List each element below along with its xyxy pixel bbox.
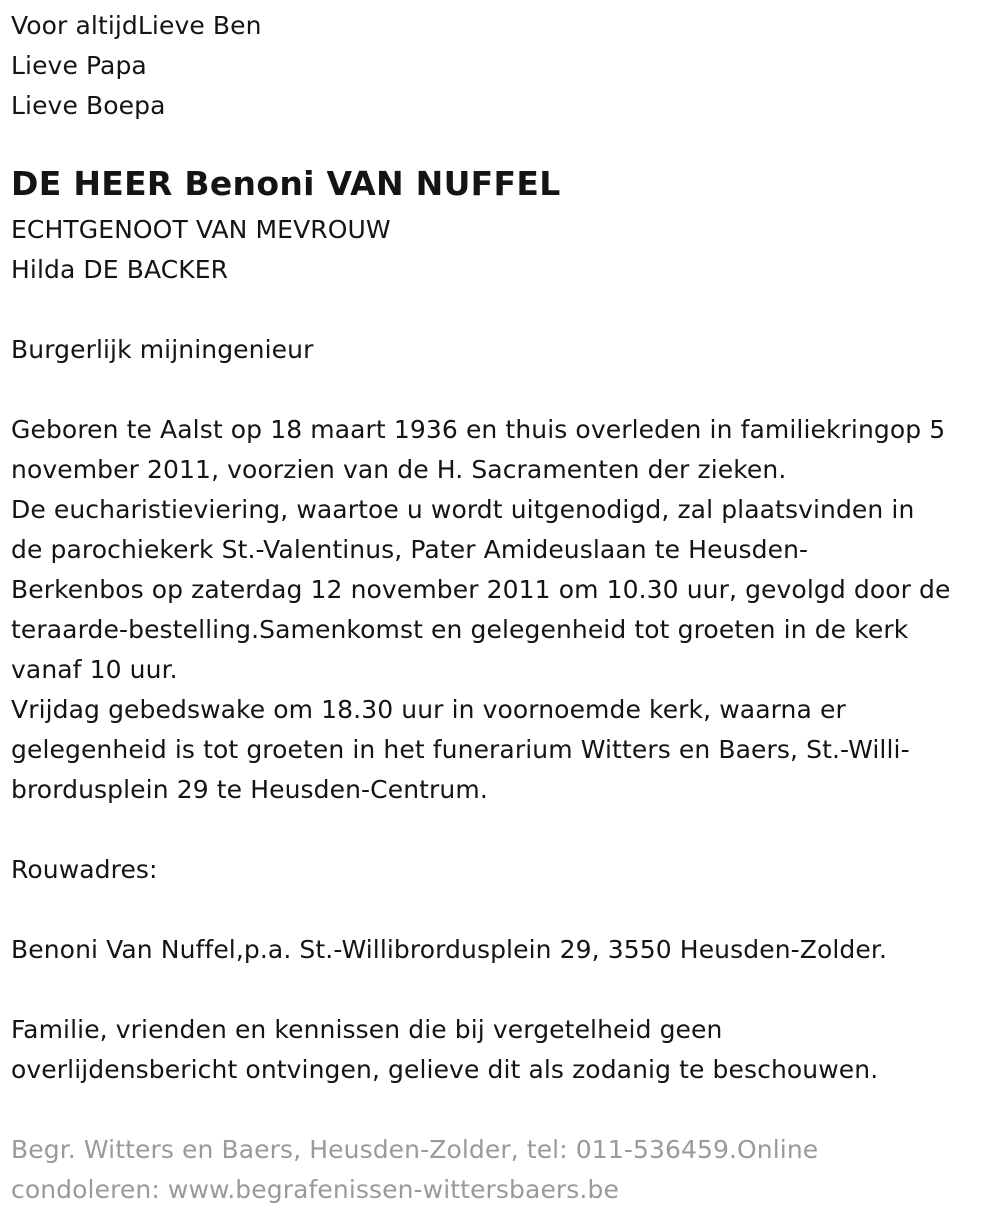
body-line: vanaf 10 uur. — [11, 655, 178, 684]
body-line: november 2011, voorzien van de H. Sacramenten der zieken. — [11, 455, 787, 484]
body-line: Geboren te Aalst op 18 maart 1936 en thuis overleden in familiekringop 5 — [11, 415, 946, 444]
spouse-line: ECHTGENOOT VAN MEVROUW — [11, 215, 391, 244]
spacer — [11, 970, 988, 1010]
opening-line: Lieve Boepa — [11, 91, 166, 120]
notice-line: overlijdensbericht ontvingen, gelieve dit als zodanig te beschouwen. — [11, 1055, 879, 1084]
notice-line: Familie, vrienden en kennissen die bij vergetelheid geen — [11, 1015, 723, 1044]
profession: Burgerlijk mijningenieur — [11, 335, 314, 364]
body-line: brordusplein 29 te Heusden-Centrum. — [11, 775, 488, 804]
spacer — [11, 1090, 988, 1130]
opening-lines — [11, 6, 988, 126]
spacer — [11, 810, 988, 850]
footer-line: condoleren: www.begrafenissen-wittersbaers.be — [11, 1175, 619, 1204]
funeral-details — [11, 410, 988, 810]
spacer — [11, 890, 988, 930]
body-line: De eucharistieviering, waartoe u wordt uitgenodigd, zal plaatsvinden in — [11, 495, 915, 524]
footer-line: Begr. Witters en Baers, Heusden-Zolder, tel: 011-536459.Online — [11, 1135, 819, 1164]
spacer — [11, 370, 988, 410]
spouse-name: Hilda DE BACKER — [11, 255, 229, 284]
body-line: gelegenheid is tot groeten in het funerarium Witters en Baers, St.-Willi- — [11, 735, 910, 764]
body-line: teraarde-bestelling.Samenkomst en gelegenheid tot groeten in de kerk — [11, 615, 909, 644]
spacer — [11, 126, 988, 160]
spacer — [11, 290, 988, 330]
deceased-name: DE HEER Benoni VAN NUFFEL — [11, 164, 561, 203]
mourning-address-label: Rouwadres: — [11, 855, 158, 884]
funeral-home-footer — [11, 1130, 988, 1210]
body-line: Berkenbos op zaterdag 12 november 2011 om 10.30 uur, gevolgd door de — [11, 575, 951, 604]
notice-text — [11, 1010, 988, 1090]
body-line: Vrijdag gebedswake om 18.30 uur in voornoemde kerk, waarna er — [11, 695, 846, 724]
opening-line: Lieve Papa — [11, 51, 147, 80]
opening-line: Voor altijdLieve Ben — [11, 11, 262, 40]
mourning-address: Benoni Van Nuffel,p.a. St.-Willibrordusplein 29, 3550 Heusden-Zolder. — [11, 935, 888, 964]
body-line: de parochiekerk St.-Valentinus, Pater Amideuslaan te Heusden- — [11, 535, 809, 564]
